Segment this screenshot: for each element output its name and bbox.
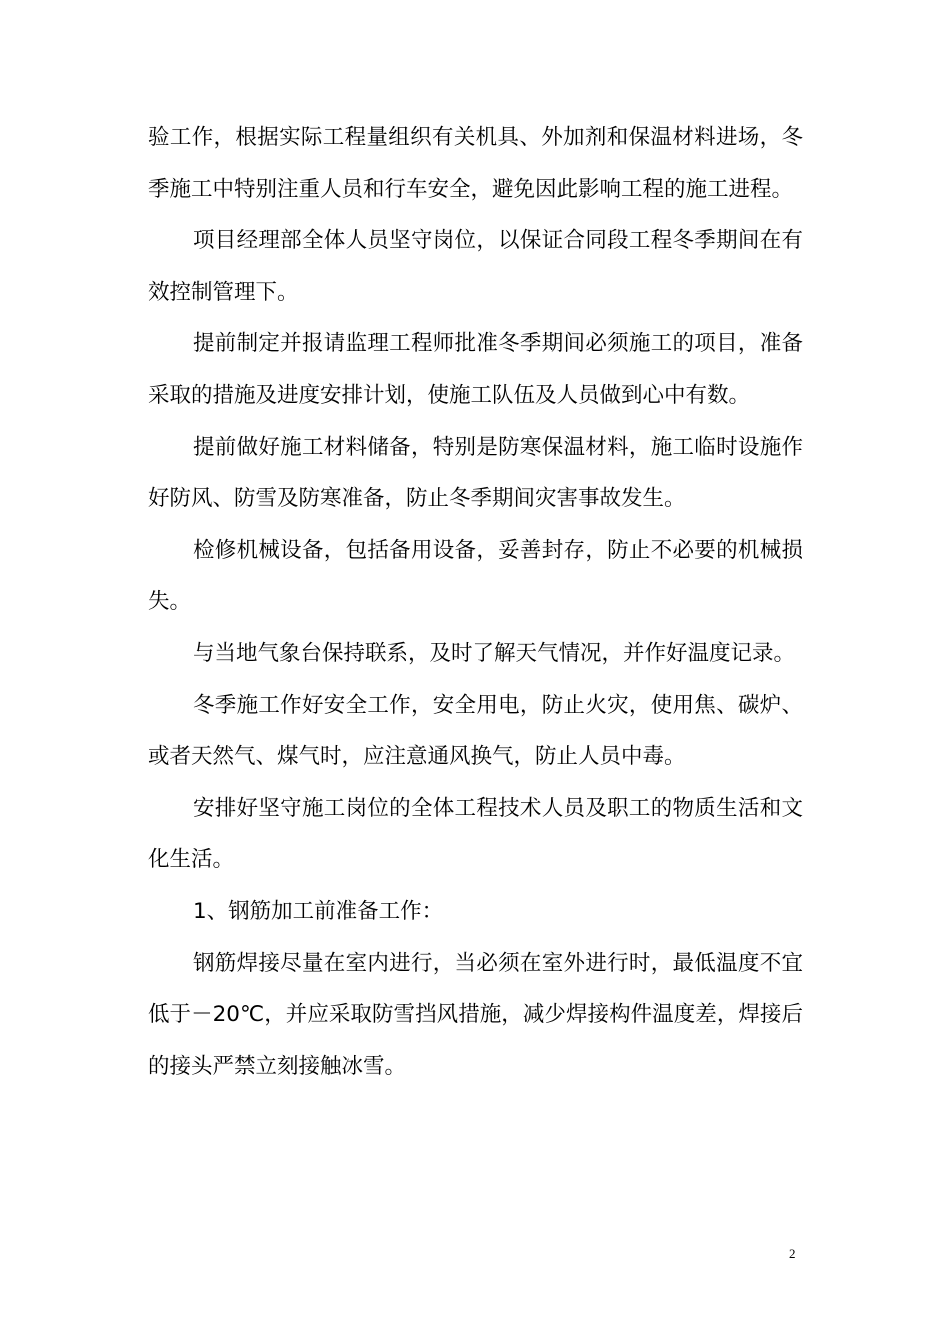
paragraph-1: 验工作，根据实际工程量组织有关机具、外加剂和保温材料进场，冬季施工中特别注重人员和行车安全，避免因此影响工程的施工进程。 bbox=[148, 125, 803, 202]
paragraph-7: 冬季施工作好安全工作，安全用电，防止火灾，使用焦、碳炉、或者天然气、煤气时，应注意通风换气，防止人员中毒。 bbox=[148, 692, 803, 770]
paragraph-6: 与当地气象台保持联系，及时了解天气情况，并作好温度记录。 bbox=[193, 640, 796, 666]
paragraph-5: 检修机械设备，包括备用设备，妥善封存，防止不必要的机械损失。 bbox=[148, 537, 803, 615]
section-heading: 1、钢筋加工前准备工作： bbox=[193, 898, 444, 924]
paragraph-8: 安排好坚守施工岗位的全体工程技术人员及职工的物质生活和文化生活。 bbox=[148, 795, 803, 873]
document-body bbox=[148, 112, 803, 1092]
page-number: 2 bbox=[789, 1246, 796, 1261]
paragraph-3: 提前制定并报请监理工程师批准冬季期间必须施工的项目，准备采取的措施及进度安排计划，使施工队伍及人员做到心中有数。 bbox=[148, 331, 803, 408]
paragraph-4: 提前做好施工材料储备，特别是防寒保温材料，施工临时设施作好防风、防雪及防寒准备，防止冬季期间灾害事故发生。 bbox=[148, 434, 803, 512]
paragraph-10: 钢筋焊接尽量在室内进行，当必须在室外进行时，最低温度不宜低于－20℃，并应采取防雪挡风措施，减少焊接构件温度差，焊接后的接头严禁立刻接触冰雪。 bbox=[148, 950, 803, 1079]
paragraph-2: 项目经理部全体人员坚守岗位，以保证合同段工程冬季期间在有效控制管理下。 bbox=[148, 228, 803, 305]
